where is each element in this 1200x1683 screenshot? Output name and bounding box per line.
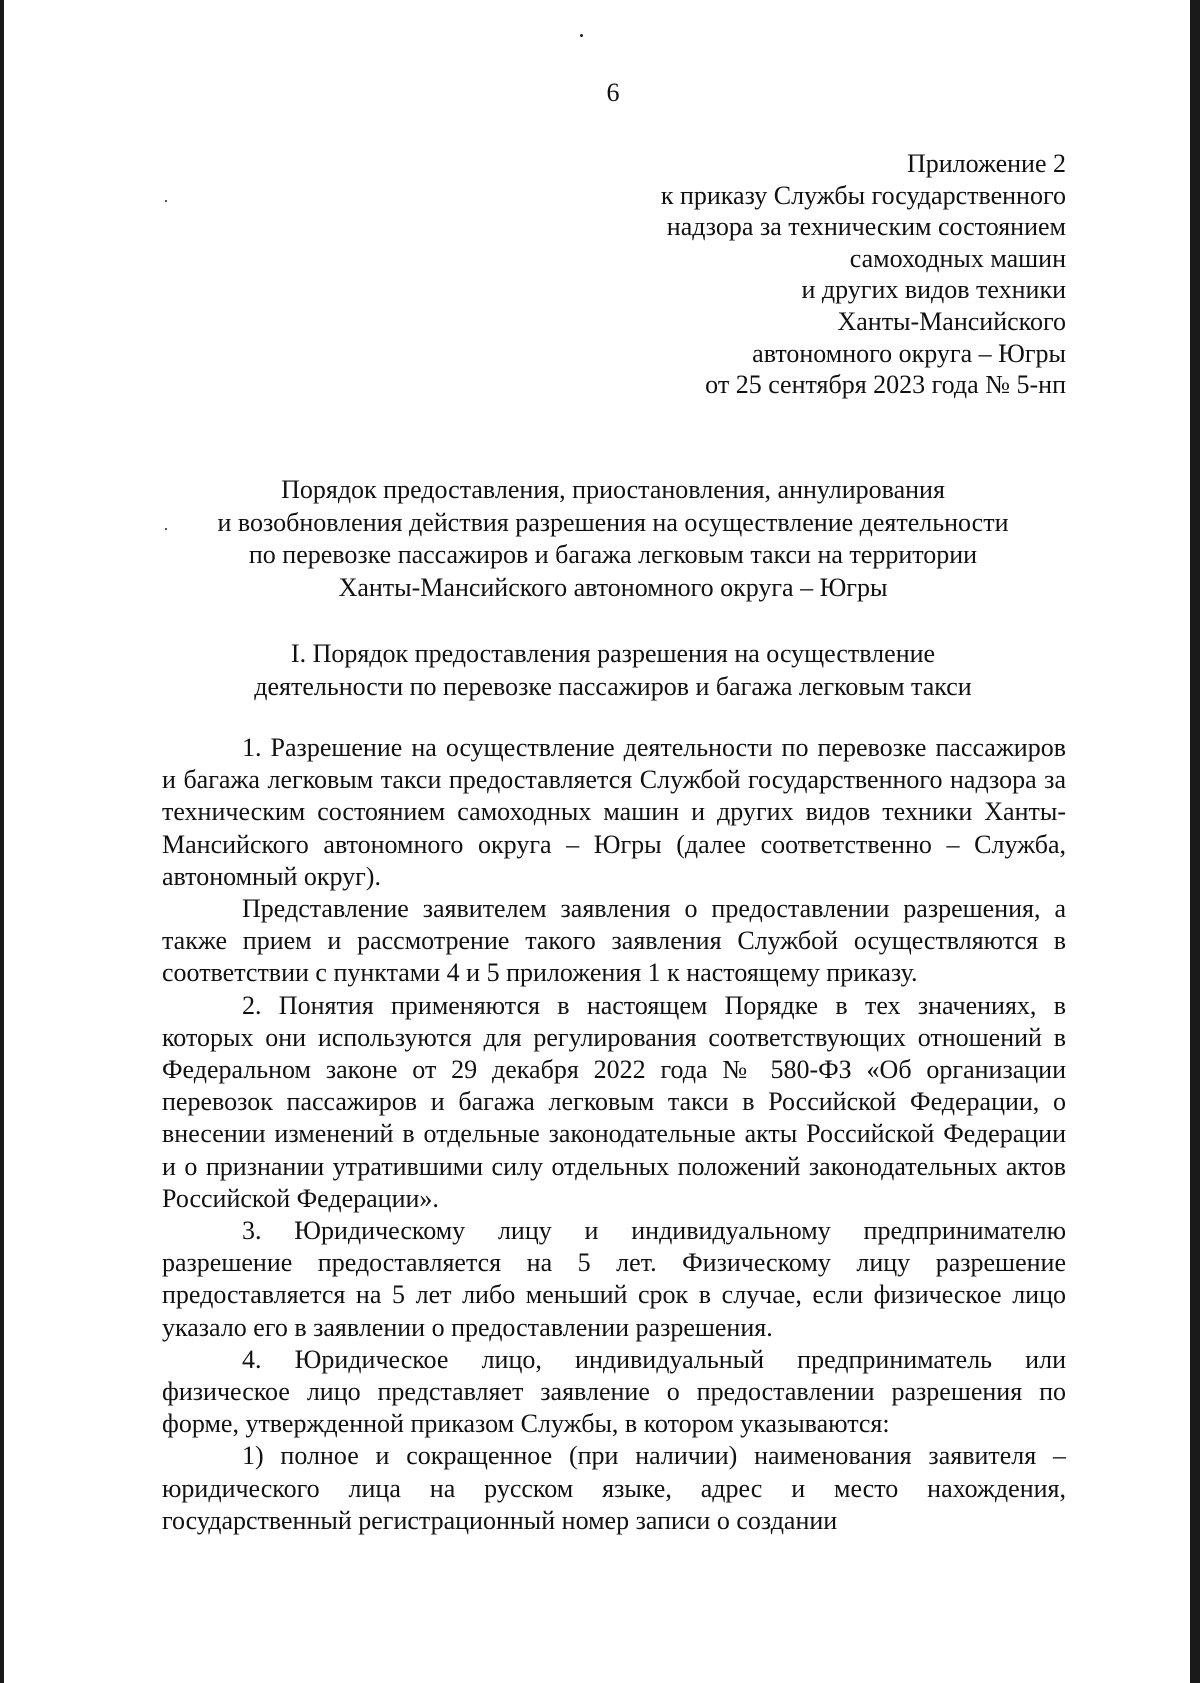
section-heading-line: I. Порядок предоставления разрешения на осуществление <box>290 639 936 668</box>
section-heading-line: деятельности по перевозке пассажиров и багажа легковым такси <box>254 671 972 701</box>
scan-edge-right <box>1190 0 1200 1683</box>
appendix-line: надзора за техническим состоянием <box>666 212 1066 242</box>
appendix-line: от 25 сентября 2023 года № 5-нп <box>705 370 1066 400</box>
appendix-line: самоходных машин <box>849 243 1066 273</box>
appendix-reference <box>506 148 1066 401</box>
title-line: Порядок предоставления, приостановления, аннулирования <box>281 475 945 504</box>
paragraph-1-continued: Представление заявителем заявления о предоставлении разрешения, а также прием и рассмотрение такого заявления Службой осуществляются в соответствии с пунктами 4 и 5 приложения 1 к настоящему приказу. <box>162 894 1066 988</box>
paragraph-3: 3. Юридическому лицу и индивидуальному предпринимателю разрешение предоставляется на 5 лет. Физическому лицу разрешение предоставляется на 5 лет либо меньший срок в случае, если физическое лицо указало его в заявлении о предоставлении разрешения. <box>162 1216 1066 1342</box>
paragraph-4: 4. Юридическое лицо, индивидуальный предприниматель или физическое лицо представляет заявление о предоставлении разрешения по форме, утвержденной приказом Службы, в котором указываются: <box>162 1344 1066 1439</box>
scan-edge-left <box>0 0 4 1683</box>
title-line: и возобновления действия разрешения на осуществление деятельности <box>217 507 1009 537</box>
appendix-line: автономного округа – Югры <box>752 338 1066 368</box>
document-title <box>160 474 1066 604</box>
page-number: 6 <box>606 78 620 107</box>
paragraph-1: 1. Разрешение на осуществление деятельности по перевозке пассажиров и багажа легковым такси предоставляется Службой государственного надзора за техническим состоянием самоходных машин и других видов техники Ханты-Мансийского автономного округа – Югры (далее соответственно – Служба, автономный округ). <box>162 733 1066 891</box>
scan-speck <box>165 200 167 202</box>
title-line: Ханты-Мансийского автономного округа – Югры <box>338 572 888 602</box>
section-heading <box>160 638 1066 703</box>
appendix-line: Приложение 2 <box>906 149 1066 178</box>
appendix-line: Ханты-Мансийского <box>837 306 1066 336</box>
scan-speck <box>580 34 583 37</box>
appendix-line: к приказу Службы государственного <box>660 180 1066 210</box>
paragraph-2: 2. Понятия применяются в настоящем Порядке в тех значениях, в которых они используются для регулирования соответствующих отношений в Федеральном законе от 29 декабря 2022 года № 580-ФЗ «Об организации перевозок пассажиров и багажа легковым такси в Российской Федерации, о внесении изменений в отдельные законодательные акты Российской Федерации и о признании утратившими силу отдельных положений законодательных актов Российской Федерации». <box>162 990 1066 1213</box>
appendix-line: и других видов техники <box>801 275 1066 305</box>
title-line: по перевозке пассажиров и багажа легковым такси на территории <box>248 540 978 570</box>
paragraph-4-item-1: 1) полное и сокращенное (при наличии) наименования заявителя – юридического лица на русском языке, адрес и место нахождения, государственный регистрационный номер записи о создании <box>162 1441 1066 1535</box>
document-body <box>162 732 1066 1537</box>
